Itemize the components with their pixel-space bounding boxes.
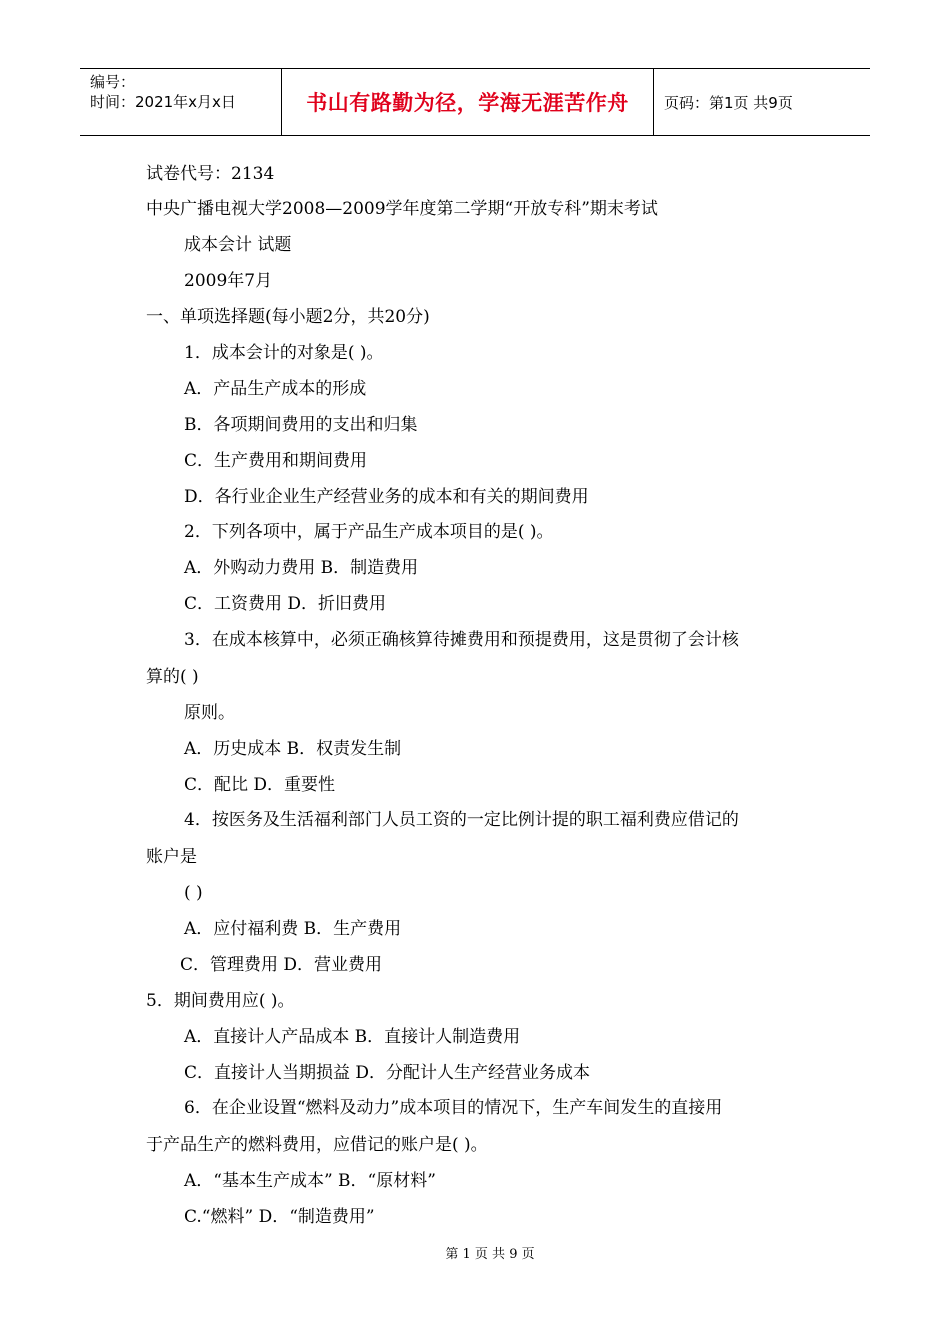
page-footer: 第 1 页 共 9 页 (445, 1247, 535, 1262)
question-3-cont: 算的( ) (146, 667, 199, 687)
question-2: 2．下列各项中，属于产品生产成本项目的是( )。 (184, 522, 554, 542)
question-1: 1．成本会计的对象是( )。 (184, 343, 384, 363)
header-meta (80, 69, 282, 135)
page-header (80, 68, 870, 136)
exam-code: 试卷代号：2134 (146, 164, 275, 184)
q3-options-cd: C．配比 D．重要性 (184, 775, 336, 795)
q5-options-ab: A．直接计人产品成本 B．直接计人制造费用 (184, 1027, 521, 1047)
q6-options-ab: A．“基本生产成本” B．“原材料” (184, 1171, 436, 1191)
header-motto: 书山有路勤为径，学海无涯苦作舟 (282, 69, 654, 135)
document-number-label: 编号： (90, 73, 136, 91)
q4-options-cd: C．管理费用 D．营业费用 (180, 955, 383, 975)
q5-options-cd: C．直接计人当期损益 D．分配计人生产经营业务成本 (184, 1063, 591, 1083)
question-6-cont: 于产品生产的燃料费用，应借记的账户是( )。 (146, 1135, 488, 1155)
q1-option-a: A．产品生产成本的形成 (184, 379, 367, 399)
question-4-cont: 账户是 (146, 847, 197, 867)
q1-option-c: C．生产费用和期间费用 (184, 451, 368, 471)
q1-option-b: B．各项期间费用的支出和归集 (184, 415, 418, 435)
exam-date: 2009年7月 (184, 271, 273, 291)
q2-options-cd: C．工资费用 D．折旧费用 (184, 594, 387, 614)
document-date-label: 时间：2021年x月x日 (90, 93, 236, 111)
q2-options-ab: A．外购动力费用 B．制造费用 (184, 558, 419, 578)
q4-options-ab: A．应付福利费 B．生产费用 (184, 919, 402, 939)
question-3-cont-2: 原则。 (184, 703, 235, 723)
exam-subject: 成本会计 试题 (184, 235, 292, 255)
section-heading: 一、单项选择题(每小题2分，共20分) (146, 307, 430, 327)
question-3: 3．在成本核算中，必须正确核算待摊费用和预提费用，这是贯彻了会计核 (184, 630, 739, 650)
q1-option-d: D．各行业企业生产经营业务的成本和有关的期间费用 (184, 487, 589, 507)
question-4: 4．按医务及生活福利部门人员工资的一定比例计提的职工福利费应借记的 (184, 810, 739, 830)
q6-options-cd: C.“燃料” D．“制造费用” (184, 1207, 375, 1227)
question-4-cont-2: ( ) (184, 883, 203, 903)
question-5: 5．期间费用应( )。 (146, 991, 295, 1011)
exam-title: 中央广播电视大学2008—2009学年度第二学期“开放专科”期末考试 (146, 199, 658, 219)
q3-options-ab: A．历史成本 B．权责发生制 (184, 739, 402, 759)
header-page-info: 页码：第1页 共9页 (664, 93, 793, 112)
question-6: 6．在企业设置“燃料及动力”成本项目的情况下，生产车间发生的直接用 (184, 1098, 723, 1118)
